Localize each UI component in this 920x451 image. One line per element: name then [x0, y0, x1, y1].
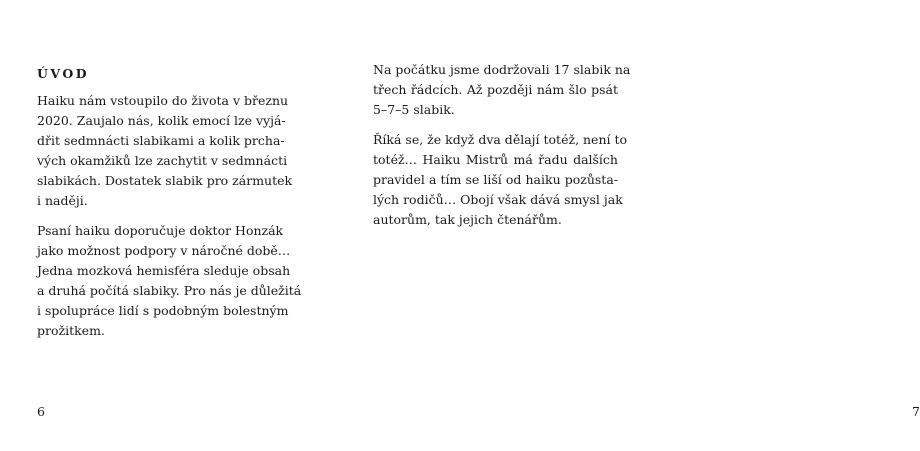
paragraph [37, 91, 293, 211]
left-body-text [37, 91, 302, 351]
text-line: totéž… Haiku Mistrů má řadu dalších [373, 152, 618, 167]
right-page [320, 0, 920, 451]
left-page [0, 0, 320, 451]
paragraph [373, 130, 628, 230]
right-body-text [373, 60, 631, 240]
text-line: Říká se, že když dva dělají totéž, není to [373, 132, 628, 147]
text-line: slabikách. Dostatek slabik pro zármutek [37, 173, 293, 188]
text-line: prožitkem. [37, 323, 105, 338]
text-line: Haiku nám vstoupilo do života v březnu [37, 93, 289, 108]
text-line: dřit sedmnácti slabikami a kolik prcha- [37, 133, 285, 148]
text-line: třech řádcích. Až později nám šlo psát [373, 82, 618, 97]
text-line: Jedna mozková hemisféra sleduje obsah [37, 263, 291, 278]
section-heading: ÚVOD [37, 66, 90, 81]
text-line: 2020. Zaujalo nás, kolik emocí lze vyjá- [37, 113, 286, 128]
text-line: Na počátku jsme dodržovali 17 slabik na [373, 62, 631, 77]
paragraph [373, 60, 631, 120]
text-line: 5–7–5 slabik. [373, 102, 455, 117]
text-line: Psaní haiku doporučuje doktor Honzák [37, 223, 284, 238]
text-line: i spolupráce lidí s podobným bolestným [37, 303, 289, 318]
text-line: vých okamžiků lze zachytit v sedmnácti [37, 153, 288, 168]
text-line: autorům, tak jejich čtenářům. [373, 212, 562, 227]
text-line: jako možnost podpory v náročné době… [37, 243, 291, 258]
text-line: i naději. [37, 193, 88, 208]
text-line: lých rodičů… Obojí však dává smysl jak [373, 192, 623, 207]
page-number: 6 [37, 404, 45, 419]
paragraph [37, 221, 302, 341]
text-line: a druhá počítá slabiky. Pro nás je důležitá [37, 283, 302, 298]
text-line: pravidel a tím se liší od haiku pozůsta- [373, 172, 618, 187]
page-number: 7 [912, 404, 920, 419]
